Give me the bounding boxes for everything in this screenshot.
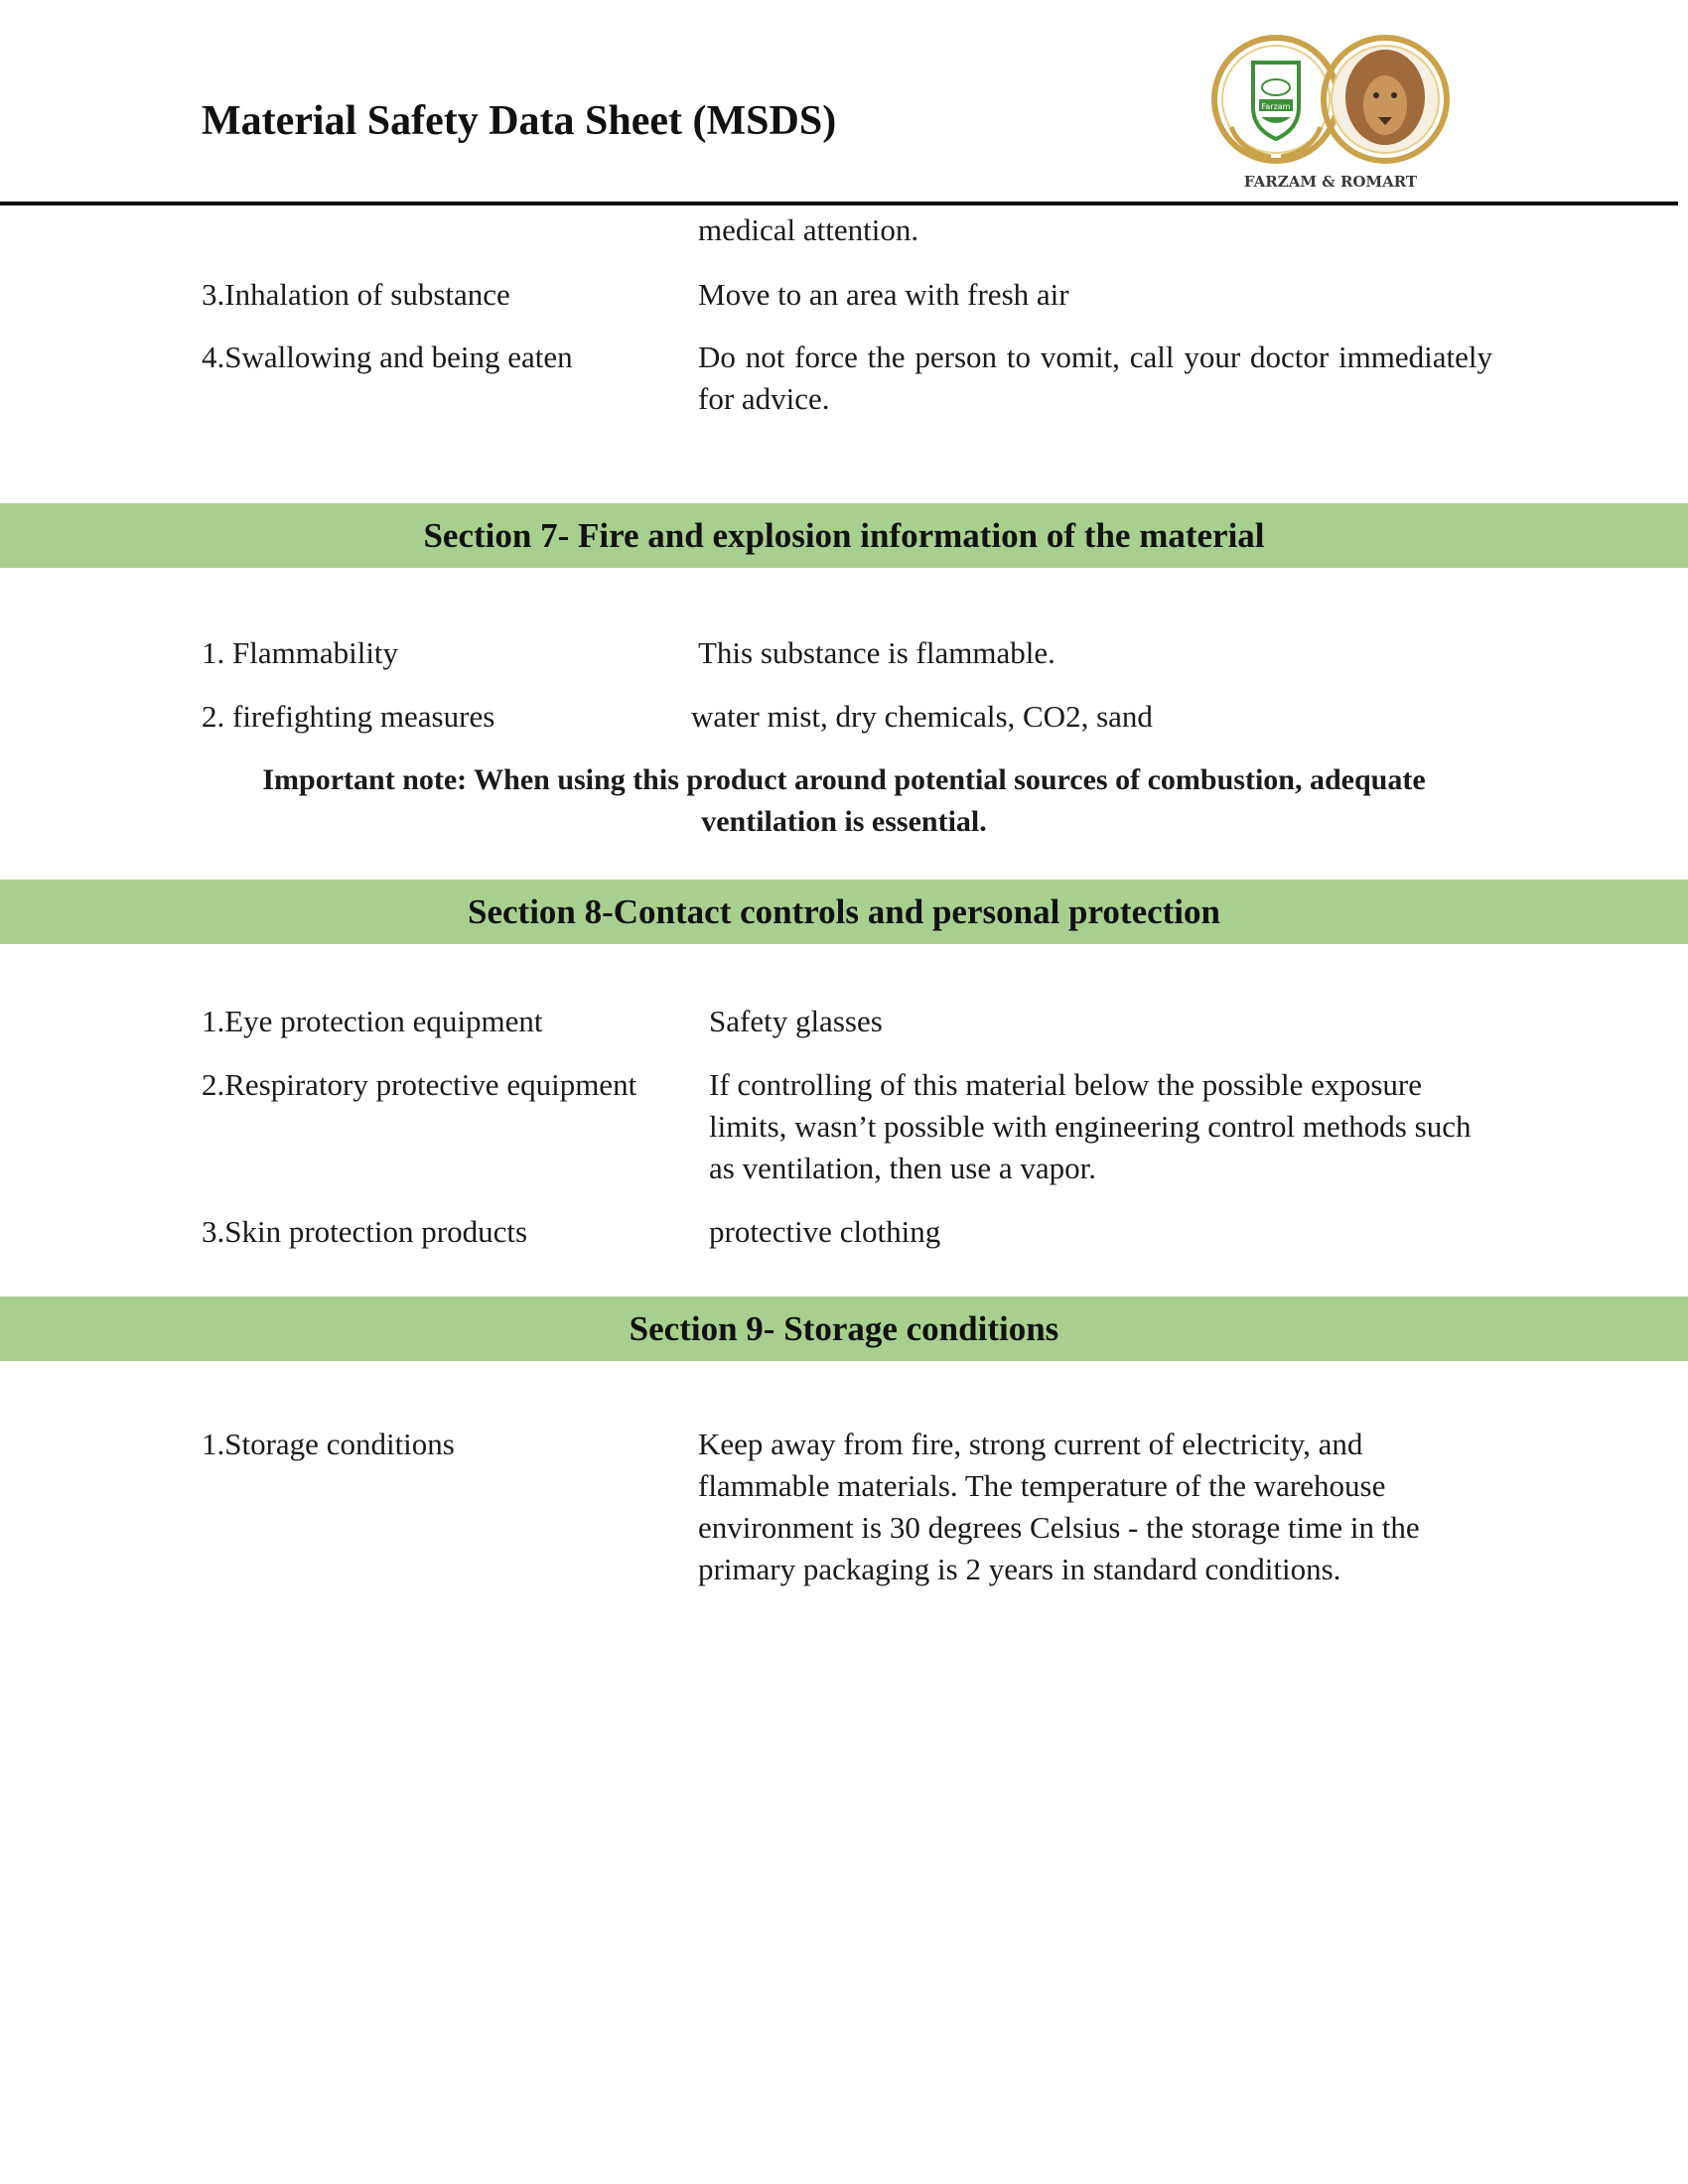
section-7-row-value: water mist, dry chemicals, CO2, sand	[691, 699, 1153, 734]
document-title: Material Safety Data Sheet (MSDS)	[202, 98, 837, 144]
section-8-row-label: 3.Skin protection products	[202, 1214, 528, 1249]
section-8-row-label: 2.Respiratory protective equipment	[202, 1067, 637, 1102]
continued-first-row-tail: medical attention.	[698, 212, 919, 247]
company-logo	[1201, 18, 1470, 195]
continued-row-value: Do not force the person to vomit, call your doctor immediately for advice.	[698, 340, 1492, 416]
section-7-row-label: 2. firefighting measures	[202, 699, 495, 734]
section-9-row-value: Keep away from fire, strong current of electricity, and flammable materials. The temperature of the warehouse environment is 30 degrees Celsius - the storage time in the primary packaging is 2 years in standard conditions.	[698, 1427, 1420, 1586]
continued-row-value: Move to an area with fresh air	[698, 277, 1069, 312]
section-7-row-label: 1. Flammability	[202, 635, 399, 670]
logo-badge-text: Farzam	[1261, 102, 1291, 111]
section-7-row-value: This substance is flammable.	[698, 635, 1055, 670]
section-7-title: Section 7- Fire and explosion information of the material	[423, 515, 1265, 555]
section-7-header	[0, 503, 1688, 568]
important-note: Important note: When using this product around potential sources of combustion, adequate ventilation is essential.	[262, 763, 1426, 838]
continued-row-label: 3.Inhalation of substance	[202, 277, 510, 312]
section-9-header	[0, 1297, 1688, 1361]
section-8-row-value: If controlling of this material below the possible exposure limits, wasn’t possible with engineering control methods such as ventilation, then use a vapor.	[709, 1067, 1472, 1185]
header-divider	[0, 202, 1678, 205]
section-8-header	[0, 880, 1688, 944]
section-9-row-label: 1.Storage conditions	[202, 1427, 455, 1461]
section-8-row-label: 1.Eye protection equipment	[202, 1004, 543, 1038]
section-8-title: Section 8-Contact controls and personal protection	[468, 891, 1220, 931]
section-9-title: Section 9- Storage conditions	[629, 1308, 1059, 1348]
logo-caption: FARZAM & ROMART	[1243, 173, 1418, 191]
section-8-row-value: protective clothing	[709, 1214, 941, 1249]
section-8-row-value: Safety glasses	[709, 1004, 883, 1038]
continued-row-label: 4.Swallowing and being eaten	[202, 340, 573, 374]
